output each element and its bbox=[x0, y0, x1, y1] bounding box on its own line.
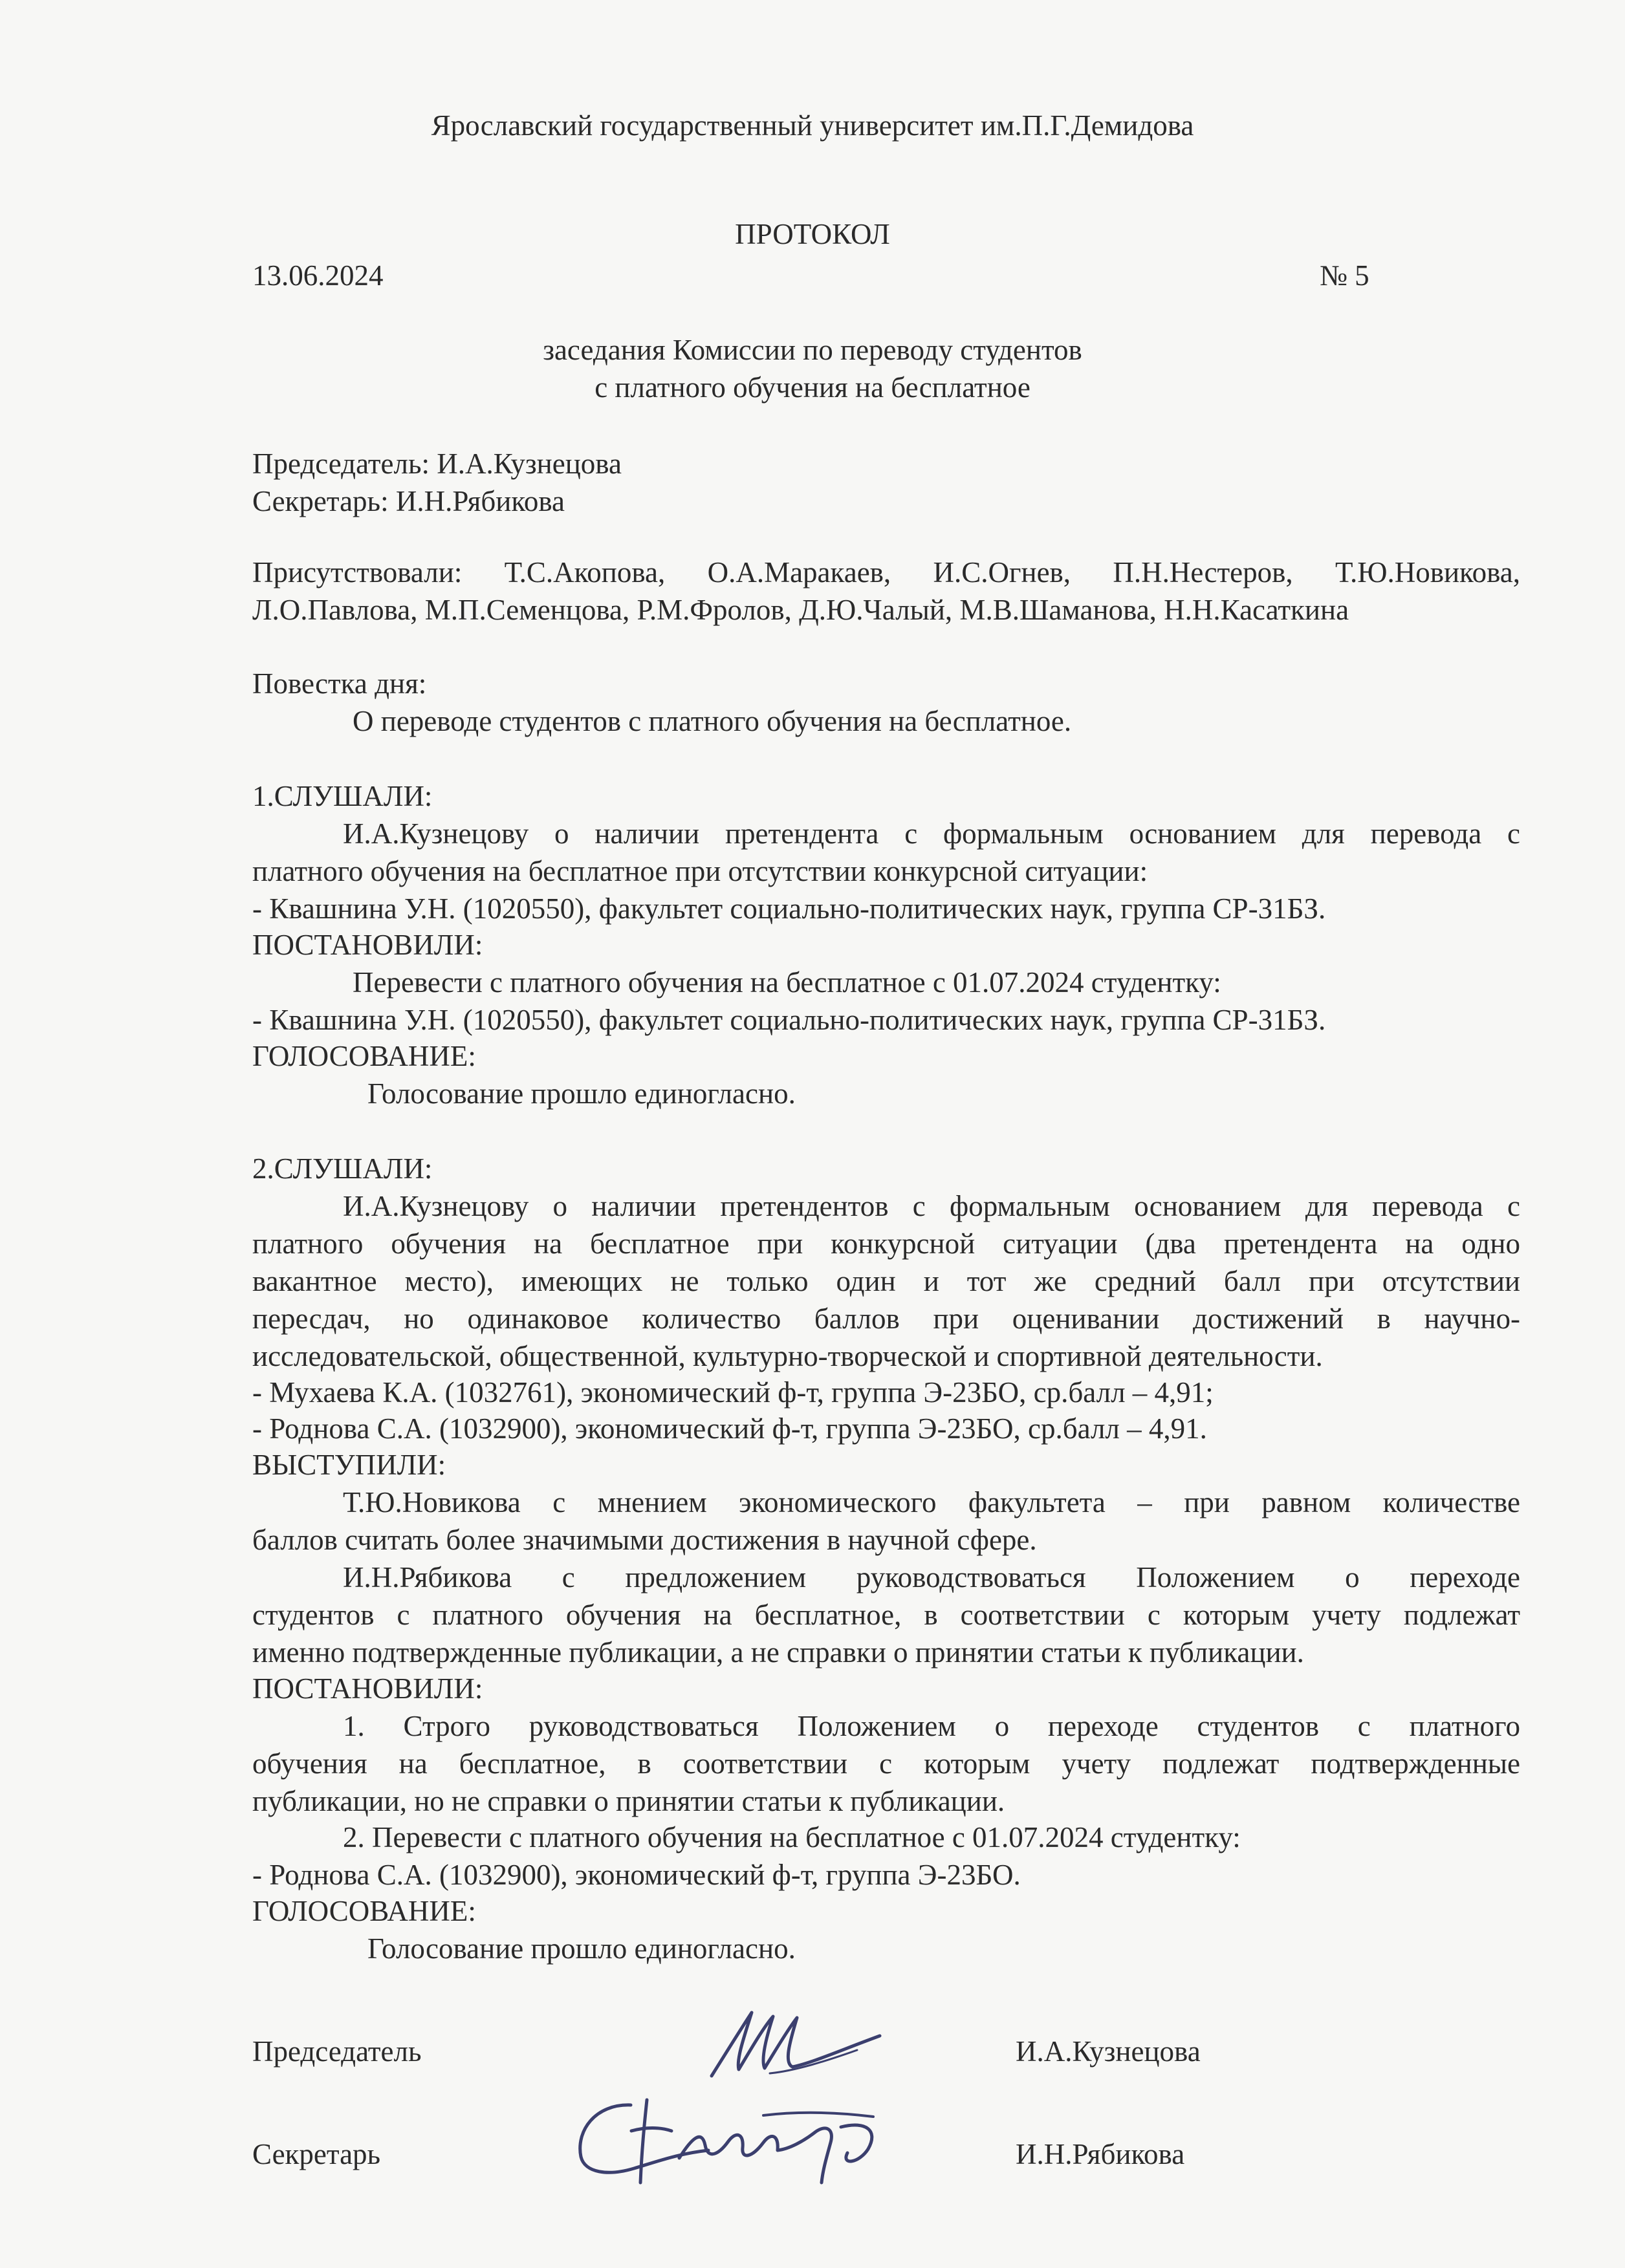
secretary-signature-title: Секретарь bbox=[252, 2138, 381, 2170]
secretary-line: Секретарь: И.Н.Рябикова bbox=[252, 485, 565, 517]
chair-signature-name: И.А.Кузнецова bbox=[1016, 2035, 1201, 2068]
secretary-signature-name: И.Н.Рябикова bbox=[1016, 2138, 1185, 2170]
section2-resolved-line-4: 2. Перевести с платного обучения на бесплатное с 01.07.2024 студентку: bbox=[343, 1821, 1241, 1853]
chairman-line: Председатель: И.А.Кузнецова bbox=[252, 448, 622, 480]
attendees-line-1: Присутствовали: Т.С.Акопова, О.А.Маракаев, И.С.Огнев, П.Н.Нестеров, Т.Ю.Новикова, bbox=[252, 556, 1520, 589]
section1-vote-result: Голосование прошло единогласно. bbox=[367, 1077, 796, 1110]
attendees-line-2: Л.О.Павлова, М.П.Семенцова, Р.М.Фролов, Д.Ю.Чалый, М.В.Шаманова, Н.Н.Касаткина bbox=[252, 594, 1349, 626]
section2-heard-line-2: платного обучения на бесплатное при конкурсной ситуации (два претендента на одно bbox=[252, 1227, 1520, 1260]
section2-resolved-label: ПОСТАНОВИЛИ: bbox=[252, 1672, 483, 1705]
section2-heard-line-4: пересдач, но одинаковое количество баллов при оценивании достижений в научно- bbox=[252, 1302, 1520, 1335]
secretary-signature-icon bbox=[569, 2086, 906, 2196]
section2-spoke-line-4: студентов с платного обучения на бесплатное, в соответствии с которым учету подлежат bbox=[252, 1599, 1520, 1631]
section1-heard-label: 1.СЛУШАЛИ: bbox=[252, 780, 433, 812]
protocol-number: № 5 bbox=[1320, 259, 1369, 292]
section2-spoke-line-5: именно подтвержденные публикации, а не справки о принятии статьи к публикации. bbox=[252, 1636, 1304, 1669]
section2-spoke-line-3: И.Н.Рябикова с предложением руководствоваться Положением о переходе bbox=[343, 1561, 1520, 1593]
section2-heard-line-1: И.А.Кузнецову о наличии претендентов с формальным основанием для перевода с bbox=[343, 1190, 1520, 1222]
section2-spoke-line-2: баллов считать более значимыми достижения в научной сфере. bbox=[252, 1524, 1037, 1556]
subject-line-2: с платного обучения на бесплатное bbox=[594, 371, 1031, 404]
university-name: Ярославский государственный университет им.П.Г.Демидова bbox=[431, 109, 1194, 142]
section2-resolved-line-2: обучения на бесплатное, в соответствии с которым учету подлежат подтвержденные bbox=[252, 1747, 1520, 1780]
section1-resolved-line-2: - Квашнина У.Н. (1020550), факультет социально-политических наук, группа СР-31БЗ. bbox=[252, 1004, 1326, 1036]
protocol-date: 13.06.2024 bbox=[252, 259, 384, 292]
section1-heard-line-3: - Квашнина У.Н. (1020550), факультет социально-политических наук, группа СР-31БЗ. bbox=[252, 892, 1326, 925]
agenda-label: Повестка дня: bbox=[252, 667, 427, 700]
candidate-mukhaeva: - Мухаева К.А. (1032761), экономический ф-т, группа Э-23БО, ср.балл – 4,91; bbox=[252, 1376, 1214, 1409]
chair-signature-icon bbox=[699, 1998, 893, 2089]
section2-vote-label: ГОЛОСОВАНИЕ: bbox=[252, 1895, 476, 1927]
section2-resolved-line-3: публикации, но не справки о принятии статьи к публикации. bbox=[252, 1785, 1005, 1817]
candidate-rodnova: - Роднова С.А. (1032900), экономический ф-т, группа Э-23БО, ср.балл – 4,91. bbox=[252, 1412, 1207, 1445]
section2-heard-line-3: вакантное место), имеющих не только один и тот же средний балл при отсутствии bbox=[252, 1265, 1520, 1297]
subject-line-1: заседания Комиссии по переводу студентов bbox=[543, 334, 1082, 366]
section1-vote-label: ГОЛОСОВАНИЕ: bbox=[252, 1040, 476, 1072]
section2-heard-line-5: исследовательской, общественной, культурно-творческой и спортивной деятельности. bbox=[252, 1340, 1323, 1372]
section1-heard-line-2: платного обучения на бесплатное при отсутствии конкурсной ситуации: bbox=[252, 855, 1148, 887]
section1-resolved-label: ПОСТАНОВИЛИ: bbox=[252, 929, 483, 961]
section2-spoke-line-1: Т.Ю.Новикова с мнением экономического факультета – при равном количестве bbox=[343, 1486, 1520, 1518]
chair-signature-title: Председатель bbox=[252, 2035, 422, 2068]
section2-spoke-label: ВЫСТУПИЛИ: bbox=[252, 1449, 446, 1481]
section2-resolved-line-1: 1. Строго руководствоваться Положением о переходе студентов с платного bbox=[343, 1710, 1520, 1742]
section1-resolved-line-1: Перевести с платного обучения на бесплатное с 01.07.2024 студентку: bbox=[353, 966, 1221, 999]
section2-heard-label: 2.СЛУШАЛИ: bbox=[252, 1152, 433, 1185]
section2-vote-result: Голосование прошло единогласно. bbox=[367, 1932, 796, 1965]
agenda-item: О переводе студентов с платного обучения на бесплатное. bbox=[353, 705, 1072, 737]
section1-heard-line-1: И.А.Кузнецову о наличии претендента с формальным основанием для перевода с bbox=[343, 817, 1520, 850]
section2-resolved-line-5: - Роднова С.А. (1032900), экономический ф-т, группа Э-23БО. bbox=[252, 1859, 1021, 1891]
document-title: ПРОТОКОЛ bbox=[735, 218, 890, 250]
